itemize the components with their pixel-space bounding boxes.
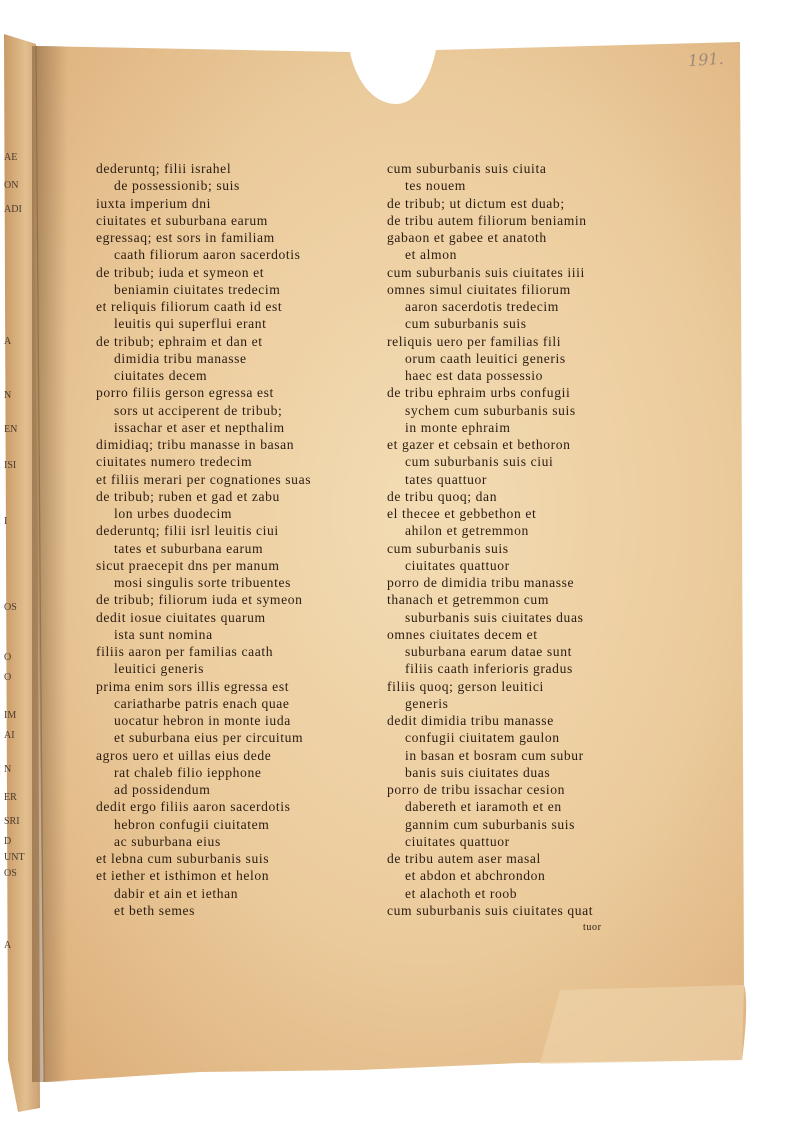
text-line: porro filiis gerson egressa est xyxy=(96,385,274,401)
margin-fragment: O xyxy=(4,652,12,663)
text-line: aaron sacerdotis tredecim xyxy=(405,299,559,314)
text-line: in basan et bosram cum subur xyxy=(405,747,584,763)
text-line: de tribub; filiorum iuda et symeon xyxy=(96,592,303,608)
text-line: beniamin ciuitates tredecim xyxy=(114,281,281,297)
margin-fragment: ISI xyxy=(4,460,17,471)
text-line: ad possidendum xyxy=(114,782,211,797)
text-line: dedit dimidia tribu manasse xyxy=(387,713,554,728)
text-line: omnes simul ciuitates filiorum xyxy=(387,281,571,297)
text-line: suburbanis suis ciuitates duas xyxy=(405,609,584,625)
text-line: cum suburbanis suis xyxy=(405,316,527,332)
text-line: cum suburbanis suis ciui xyxy=(405,454,554,470)
text-line: cum suburbanis suis ciuita xyxy=(387,161,547,176)
text-line: dabir et ain et iethan xyxy=(114,885,239,901)
text-line: uocatur hebron in monte iuda xyxy=(114,713,291,728)
text-line: dedit ergo filiis aaron sacerdotis xyxy=(96,799,291,815)
margin-fragment: A xyxy=(4,336,12,347)
text-line: de tribub; iuda et symeon et xyxy=(96,264,265,280)
margin-fragment: AE xyxy=(4,152,18,163)
text-line: suburbana earum datae sunt xyxy=(405,644,572,659)
text-line: cum suburbanis suis ciuitates iiii xyxy=(387,264,585,280)
text-line: de tribub; ut dictum est duab; xyxy=(387,195,565,211)
text-line: omnes ciuitates decem et xyxy=(387,626,538,642)
text-line: filiis quoq; gerson leuitici xyxy=(387,678,544,694)
text-line: de tribu autem aser masal xyxy=(387,851,541,866)
text-line: et iether et isthimon et helon xyxy=(96,868,270,884)
text-line: ciuitates quattuor xyxy=(405,833,510,849)
margin-fragment: N xyxy=(4,764,12,775)
text-line: tates quattuor xyxy=(405,471,488,487)
margin-fragment: IM xyxy=(4,710,17,721)
text-line: ciuitates quattuor xyxy=(405,557,510,573)
text-line: ista sunt nomina xyxy=(114,626,213,642)
text-line: orum caath leuitici generis xyxy=(405,350,566,366)
text-line: dimidia tribu manasse xyxy=(114,350,247,366)
text-line: tuor xyxy=(583,922,602,933)
text-line: dederuntq; filii isrl leuitis ciui xyxy=(96,523,279,539)
text-line: ciuitates decem xyxy=(114,368,208,383)
text-line: mosi singulis sorte tribuentes xyxy=(114,575,291,590)
text-line: thanach et getremmon cum xyxy=(387,592,549,608)
text-line: ciuitates numero tredecim xyxy=(96,454,253,470)
text-line: porro de dimidia tribu manasse xyxy=(387,575,575,590)
text-line: sors ut acciperent de tribub; xyxy=(114,402,283,418)
text-line: agros uero et uillas eius dede xyxy=(96,747,272,763)
margin-fragment: AI xyxy=(4,730,15,741)
text-line: iuxta imperium dni xyxy=(96,195,212,211)
text-line: et beth semes xyxy=(114,902,196,918)
text-line: de tribu autem filiorum beniamin xyxy=(387,212,587,228)
text-line: cum suburbanis suis ciuitates quat xyxy=(387,902,594,918)
text-line: sychem cum suburbanis suis xyxy=(405,402,576,418)
text-line: reliquis uero per familias fili xyxy=(387,333,562,349)
text-line: lon urbes duodecim xyxy=(114,506,233,521)
text-line: dederuntq; filii israhel xyxy=(96,161,232,176)
text-line: dabereth et iaramoth et en xyxy=(405,799,562,815)
margin-fragment: SRI xyxy=(4,816,20,827)
text-line: et abdon et abchrondon xyxy=(405,868,546,884)
folio-parchment xyxy=(32,42,746,1082)
text-line: de tribub; ephraim et dan et xyxy=(96,333,263,349)
text-line: dimidiaq; tribu manasse in basan xyxy=(96,437,295,452)
text-line: leuitis qui superflui erant xyxy=(114,316,267,332)
text-line: cariatharbe patris enach quae xyxy=(114,695,290,711)
text-line: tes nouem xyxy=(405,178,466,194)
text-line: generis xyxy=(405,695,449,711)
margin-fragment: N xyxy=(4,390,12,401)
text-line: issachar et aser et nepthalim xyxy=(114,419,285,435)
text-line: ciuitates et suburbana earum xyxy=(96,212,268,228)
margin-fragment: O xyxy=(4,672,12,683)
text-line: de tribu quoq; dan xyxy=(387,488,498,504)
text-line: sicut praecepit dns per manum xyxy=(96,557,280,573)
folio-number: 191. xyxy=(687,48,725,71)
text-line: et suburbana eius per circuitum xyxy=(114,730,304,746)
text-line: confugii ciuitatem gaulon xyxy=(405,730,560,746)
text-line: prima enim sors illis egressa est xyxy=(96,678,290,694)
margin-fragment: I xyxy=(4,516,8,527)
text-line: et gazer et cebsain et bethoron xyxy=(387,437,571,452)
margin-fragment: UNT xyxy=(4,852,25,863)
text-line: et lebna cum suburbanis suis xyxy=(96,851,270,866)
text-line: in monte ephraim xyxy=(405,419,511,435)
text-line: hebron confugii ciuitatem xyxy=(114,816,270,832)
text-line: el thecee et gebbethon et xyxy=(387,506,537,521)
text-line: egressaq; est sors in familiam xyxy=(96,230,275,245)
text-line: leuitici generis xyxy=(114,661,205,677)
text-line: et reliquis filiorum caath id est xyxy=(96,299,283,314)
margin-fragment: OS xyxy=(4,602,17,613)
text-line: et filiis merari per cognationes suas xyxy=(96,471,312,487)
text-line: filiis caath inferioris gradus xyxy=(405,661,573,677)
margin-fragment: A xyxy=(4,940,12,951)
margin-fragment: ON xyxy=(4,180,19,191)
text-line: cum suburbanis suis xyxy=(387,540,509,556)
text-line: filiis aaron per familias caath xyxy=(96,644,274,659)
text-line: banis suis ciuitates duas xyxy=(405,764,551,780)
text-line: ahilon et getremmon xyxy=(405,523,529,539)
margin-fragment: ADI xyxy=(4,204,22,215)
text-line: ac suburbana eius xyxy=(114,833,221,849)
text-line: de possessionib; suis xyxy=(114,178,240,194)
text-line: rat chaleb filio iepphone xyxy=(114,764,262,780)
margin-fragment: D xyxy=(4,836,12,847)
text-line: porro de tribu issachar cesion xyxy=(387,782,566,797)
margin-fragment: OS xyxy=(4,868,17,879)
margin-fragment: ER xyxy=(4,792,17,803)
text-line: et almon xyxy=(405,247,457,263)
margin-fragment: EN xyxy=(4,424,18,435)
text-line: et alachoth et roob xyxy=(405,885,518,901)
text-line: dedit iosue ciuitates quarum xyxy=(96,609,266,625)
text-line: gabaon et gabee et anatoth xyxy=(387,230,547,245)
text-line: tates et suburbana earum xyxy=(114,540,264,556)
text-line: de tribub; ruben et gad et zabu xyxy=(96,488,280,504)
text-line: caath filiorum aaron sacerdotis xyxy=(114,247,301,263)
text-line: gannim cum suburbanis suis xyxy=(405,816,576,832)
text-line: de tribu ephraim urbs confugii xyxy=(387,385,571,401)
text-line: haec est data possessio xyxy=(405,368,543,383)
